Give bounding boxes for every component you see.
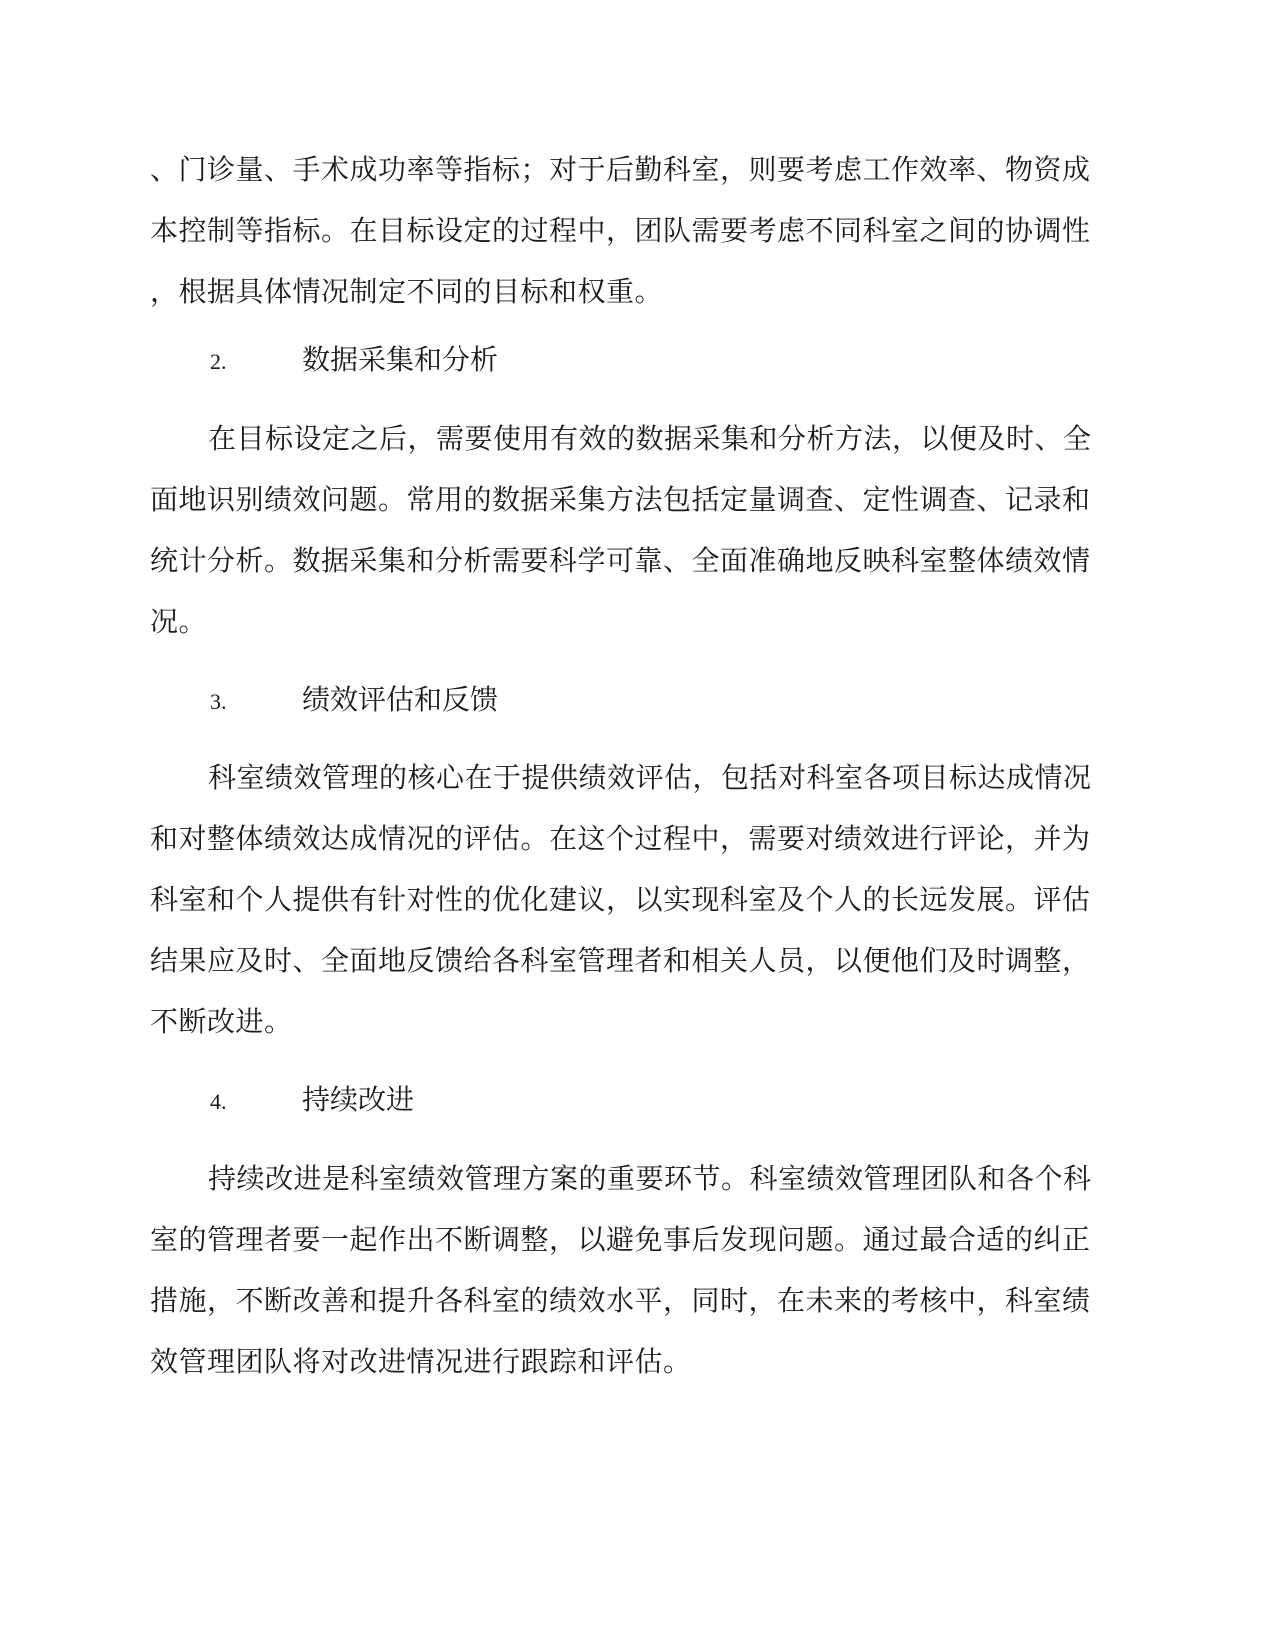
body-line: 面地识别绩效问题。常用的数据采集方法包括定量调查、定性调查、记录和 — [150, 483, 1091, 516]
section-heading — [210, 1080, 414, 1122]
body-line: 科室和个人提供有针对性的优化建议，以实现科室及个人的长远发展。评估 — [150, 883, 1091, 916]
body-line: 不断改进。 — [150, 1005, 293, 1038]
section-number: 3. — [210, 689, 227, 714]
section-number: 2. — [210, 349, 227, 374]
body-line: 在目标设定之后，需要使用有效的数据采集和分析方法，以便及时、全 — [208, 422, 1092, 455]
body-line: 科室绩效管理的核心在于提供绩效评估，包括对科室各项目标达成情况 — [208, 761, 1092, 794]
section-number: 4. — [210, 1089, 227, 1114]
intro-line: 本控制等指标。在目标设定的过程中，团队需要考虑不同科室之间的协调性 — [150, 214, 1091, 247]
section-heading — [210, 340, 498, 382]
intro-line: 、门诊量、手术成功率等指标；对于后勤科室，则要考虑工作效率、物资成 — [150, 153, 1091, 186]
body-line: 持续改进是科室绩效管理方案的重要环节。科室绩效管理团队和各个科 — [208, 1162, 1092, 1195]
body-line: 结果应及时、全面地反馈给各科室管理者和相关人员，以便他们及时调整， — [150, 944, 1091, 977]
body-line: 和对整体绩效达成情况的评估。在这个过程中，需要对绩效进行评论，并为 — [150, 822, 1091, 855]
section-title: 数据采集和分析 — [302, 343, 499, 376]
section-title: 持续改进 — [302, 1083, 415, 1116]
body-line: 统计分析。数据采集和分析需要科学可靠、全面准确地反映科室整体绩效情 — [150, 544, 1091, 577]
body-line: 室的管理者要一起作出不断调整，以避免事后发现问题。通过最合适的纠正 — [150, 1223, 1091, 1256]
section-title: 绩效评估和反馈 — [302, 683, 499, 716]
intro-line: ，根据具体情况制定不同的目标和权重。 — [150, 275, 664, 308]
body-line: 措施，不断改善和提升各科室的绩效水平，同时，在未来的考核中，科室绩 — [150, 1284, 1091, 1317]
body-line: 况。 — [150, 605, 208, 638]
section-heading — [210, 680, 498, 722]
body-line: 效管理团队将对改进情况进行跟踪和评估。 — [150, 1345, 692, 1378]
